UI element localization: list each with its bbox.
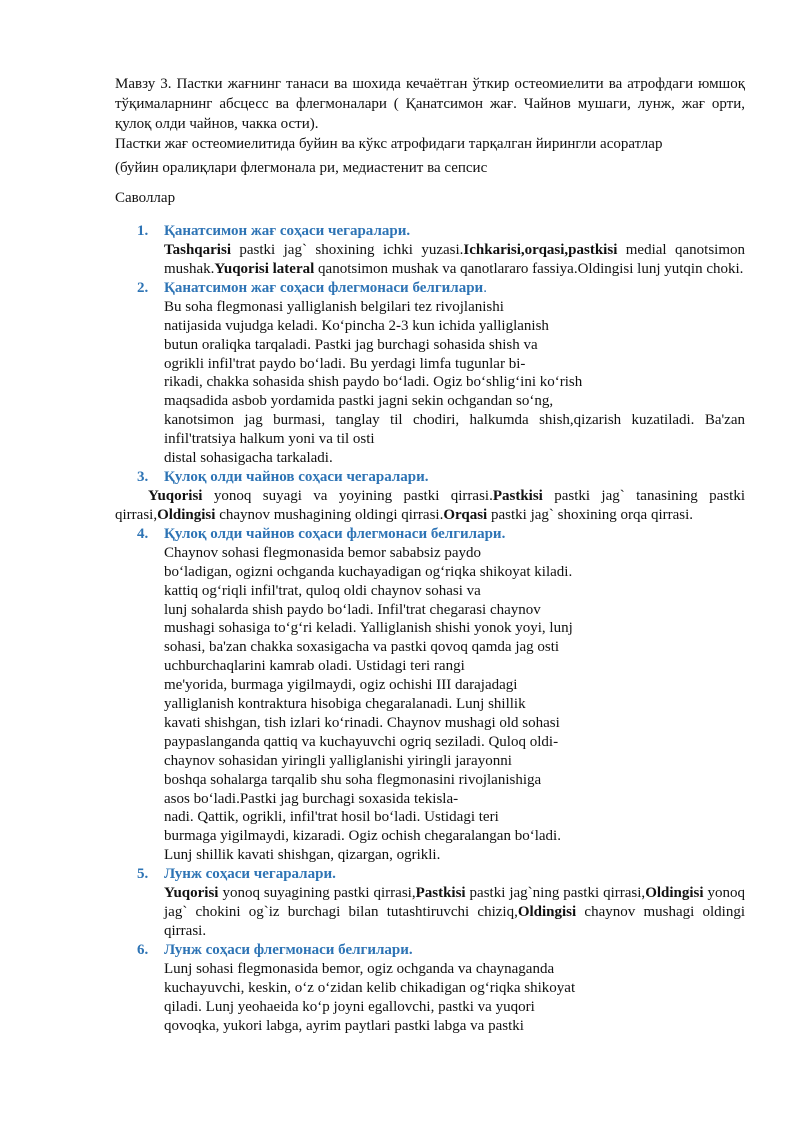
question-number: 4.	[137, 525, 149, 542]
answer-text: Tashqarisi pastki jag` shoxining ichki yuzasi.Ichkarisi,orqasi,pastkisi medial qanotsimon mushak.Yuqorisi lateral qanotsimon mushak va qanotlararo fassiya.Oldingisi lunj yutqin choki.	[164, 242, 745, 277]
answer-line: ogrikli infil'trat paydo bo‘ladi. Bu yerdagi limfa tugunlar bi-	[164, 355, 526, 372]
questions-heading: Саволлар	[115, 190, 176, 206]
answer-line: qiladi. Lunj yeohaeida ko‘p joyni egallovchi, pastki va yuqori	[164, 998, 535, 1015]
answer-line: uchburchaqlarini kamrab oladi. Ustidagi teri rangi	[164, 658, 465, 675]
question-title: Қанатсимон жағ соҳаси флегмонаси белгилари	[164, 279, 484, 296]
answer-line: Bu soha flegmonasi yalliglanish belgilari tez rivojlanishi	[164, 298, 504, 315]
answer-text	[164, 960, 745, 1036]
answer-line: lunj sohalarda shish paydo bo‘ladi. Infil'trat chegarasi chaynov	[164, 601, 541, 618]
answer-line: yalliglanish kontraktura hisobiga chegaralanadi. Lunj shillik	[164, 696, 526, 713]
answer-line: me'yorida, burmaga yigilmaydi, ogiz ochishi III darajadagi	[164, 677, 518, 694]
answer-line: natijasida vujudga keladi. Ko‘pincha 2-3 kun ichida yalliglanish	[164, 317, 549, 334]
answer-text	[164, 298, 745, 468]
question-heading	[115, 468, 745, 487]
question-title: Лунж соҳаси флегмонаси белгилари.	[164, 941, 413, 958]
answer-text: Yuqorisi yonoq suyagi va yoyining pastki qirrasi.Pastkisi pastki jag` tanasining pastki qirrasi,Oldingisi chaynov mushagining oldingi qirrasi.Orqasi pastki jag` shoxining orqa qirrasi.	[115, 487, 745, 523]
answer-line: sohasi, ba'zan chakka soxasigacha va pastki qovoq qamda jag osti	[164, 639, 560, 656]
answer-line: kanotsimon jag burmasi, tanglay til chodiri, halkumda shish,qizarish kuzatiladi. Ba'zan	[164, 412, 745, 429]
topic-title: Мавзу 3. Пастки жағнинг танаси ва шохида кечаётган ўткир остеомиелити ва атрофдаги юмшоқ тўқималарнинг абсцесс ва флегмоналари ( Қанатсимон жағ. Чайнов мушаги, лунж, жағ орти, қулоқ олди чайнов, чакка ости).	[115, 76, 745, 132]
question-heading	[115, 865, 745, 884]
answer-line: Lunj sohasi flegmonasida bemor, ogiz ochganda va chaynaganda	[164, 960, 555, 977]
topic-subtitle-cont: (буйин оралиқлари флегмонала ри, медиастенит ва сепсис	[115, 160, 488, 176]
question-3	[115, 468, 745, 525]
question-5	[115, 865, 745, 941]
question-heading: 2. Қанатсимон жағ соҳаси флегмонаси белгилари.	[137, 279, 487, 296]
answer-line: kuchayuvchi, keskin, o‘z o‘zidan kelib chikadigan og‘riqka shikoyat	[164, 979, 576, 996]
answer-line: qovoqka, yukori labga, ayrim paytlari pastki labga va pastki	[164, 1017, 524, 1034]
question-heading	[115, 941, 745, 960]
answer-line: Chaynov sohasi flegmonasida bemor sababsiz paydo	[164, 544, 482, 561]
answer-line: distal sohasigacha tarkaladi.	[164, 450, 333, 467]
answer-line: boshqa sohalarga tarqalib shu soha flegmonasini rivojlanishiga	[164, 771, 542, 788]
question-1	[115, 222, 745, 279]
answer-line: maqsadida asbob yordamida pastki jagni sekin ochgandan so‘ng,	[164, 393, 554, 410]
question-2	[115, 279, 745, 468]
answer-line: paypaslanganda qattiq va kuchayuvchi ogriq seziladi. Quloq oldi-	[164, 733, 559, 750]
answer-line: rikadi, chakka sohasida shish paydo bo‘ladi. Ogiz bo‘shlig‘ini ko‘rish	[164, 374, 583, 391]
answer-text	[164, 544, 745, 865]
question-number: 1.	[137, 223, 149, 239]
question-4	[115, 525, 745, 865]
answer-line: asos bo‘ladi.Pastki jag burchagi soxasida tekisla-	[164, 790, 459, 807]
question-title: Лунж соҳаси чегаралари.	[164, 866, 336, 883]
question-number: 6.	[137, 941, 149, 958]
question-number: 2.	[137, 279, 149, 296]
answer-line: Lunj shillik kavati shishgan, qizargan, ogrikli.	[164, 847, 441, 864]
question-title: Қулоқ олди чайнов соҳаси чегаралари.	[164, 468, 429, 485]
answer-line: nadi. Qattik, ogrikli, infil'trat hosil bo‘ladi. Ustidagi teri	[164, 809, 499, 826]
question-title: Қулоқ олди чайнов соҳаси флегмонаси белгилари.	[164, 525, 506, 542]
answer-line: butun oraliqka tarqaladi. Pastki jag burchagi sohasida shish va	[164, 336, 538, 353]
question-number: 3.	[137, 468, 149, 485]
answer-line: infil'tratsiya halkum yoni va til osti	[164, 431, 375, 448]
answer-line: bo‘ladigan, ogizni ochganda kuchayadigan og‘riqka shikoyat kiladi.	[164, 563, 573, 580]
question-heading	[115, 222, 745, 241]
answer-line: chaynov sohasidan yiringli yalliglanishi yiringli jarayonni	[164, 752, 512, 769]
question-number: 5.	[137, 866, 149, 883]
answer-line: kattiq og‘riqli infil'trat, quloq oldi chaynov sohasi va	[164, 582, 481, 599]
topic-intro	[115, 74, 745, 178]
topic-subtitle: Пастки жағ остеомиелитида буйин ва кўкс атрофидаги тарқалган йирингли асоратлар	[115, 136, 663, 152]
answer-line: kavati shishgan, tish izlari ko‘rinadi. Chaynov mushagi old sohasi	[164, 714, 560, 731]
question-list	[115, 222, 745, 1036]
question-6	[115, 941, 745, 1036]
answer-line: burmaga yigilmaydi, kizaradi. Ogiz ochish chegaralangan bo‘ladi.	[164, 828, 561, 845]
question-heading	[115, 525, 745, 544]
answer-text: Yuqorisi yonoq suyagining pastki qirrasi,Pastkisi pastki jag`ning pastki qirrasi,Oldingisi yonoq jag` chokini og`iz burchagi bilan tutashtiruvchi chiziq,Oldingisi chaynov mushagi oldingi qirrasi.	[164, 885, 746, 939]
question-title: Қанатсимон жағ соҳаси чегаралари.	[164, 223, 411, 239]
answer-line: mushagi sohasiga to‘g‘ri keladi. Yalliglanish shishi yonok yoyi, lunj	[164, 620, 573, 637]
